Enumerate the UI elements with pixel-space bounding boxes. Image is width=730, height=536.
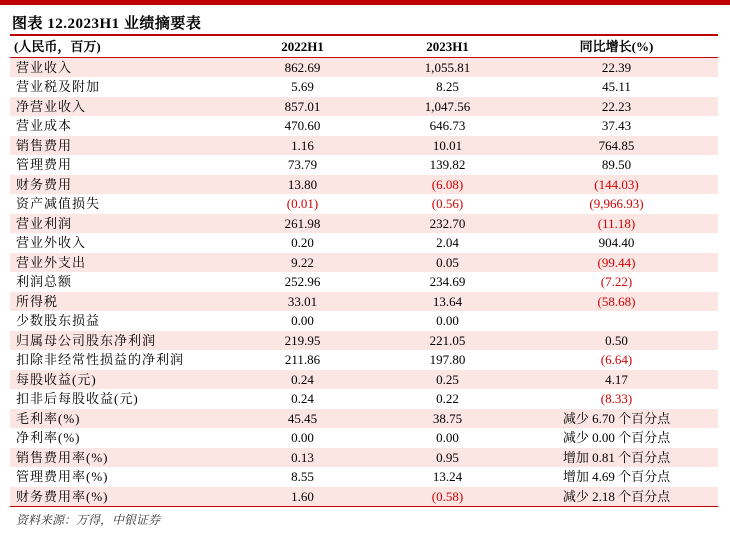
cell-2023h1: 232.70 xyxy=(380,214,515,234)
row-label: 销售费用率(%) xyxy=(10,448,225,468)
table-row xyxy=(10,292,718,312)
row-label: 扣除非经常性损益的净利润 xyxy=(10,350,225,370)
cell-2022h1: 5.69 xyxy=(225,77,380,97)
cell-2022h1: 857.01 xyxy=(225,97,380,117)
row-label: 管理费用率(%) xyxy=(10,467,225,487)
cell-2023h1: 646.73 xyxy=(380,116,515,136)
row-label: 财务费用 xyxy=(10,175,225,195)
header-yoy: 同比增长(%) xyxy=(515,37,718,57)
cell-yoy: 0.50 xyxy=(515,331,718,351)
cell-2022h1: 862.69 xyxy=(225,57,380,77)
cell-2023h1: 13.24 xyxy=(380,467,515,487)
cell-2022h1: 13.80 xyxy=(225,175,380,195)
table-row xyxy=(10,175,718,195)
cell-yoy: (99.44) xyxy=(515,253,718,273)
row-label: 资产减值损失 xyxy=(10,194,225,214)
header-2023h1: 2023H1 xyxy=(380,37,515,57)
cell-2023h1: (0.56) xyxy=(380,194,515,214)
cell-2022h1: 252.96 xyxy=(225,272,380,292)
row-label: 归属母公司股东净利润 xyxy=(10,331,225,351)
cell-2022h1: 8.55 xyxy=(225,467,380,487)
cell-yoy: 22.39 xyxy=(515,57,718,77)
table-row xyxy=(10,233,718,253)
table-row xyxy=(10,428,718,448)
cell-yoy: 764.85 xyxy=(515,136,718,156)
row-label: 营业税及附加 xyxy=(10,77,225,97)
source-note: 资料来源：万得，中银证券 xyxy=(16,513,161,527)
table-row xyxy=(10,97,718,117)
row-label: 净利率(%) xyxy=(10,428,225,448)
cell-2022h1: 0.00 xyxy=(225,311,380,331)
cell-yoy: 89.50 xyxy=(515,155,718,175)
cell-2023h1: 38.75 xyxy=(380,409,515,429)
cell-2023h1: 10.01 xyxy=(380,136,515,156)
top-accent-bar xyxy=(0,0,730,5)
table-row xyxy=(10,448,718,468)
cell-2023h1: 139.82 xyxy=(380,155,515,175)
cell-yoy: 45.11 xyxy=(515,77,718,97)
cell-2023h1: 0.05 xyxy=(380,253,515,273)
table-row xyxy=(10,467,718,487)
cell-2022h1: 73.79 xyxy=(225,155,380,175)
cell-2023h1: 13.64 xyxy=(380,292,515,312)
cell-2023h1: 197.80 xyxy=(380,350,515,370)
cell-yoy: (9,966.93) xyxy=(515,194,718,214)
cell-2022h1: 470.60 xyxy=(225,116,380,136)
table-row xyxy=(10,77,718,97)
cell-yoy: 904.40 xyxy=(515,233,718,253)
cell-2023h1: (0.58) xyxy=(380,487,515,507)
cell-yoy: 增加 0.81 个百分点 xyxy=(515,448,718,468)
header-unit: (人民币，百万) xyxy=(10,37,225,57)
cell-2022h1: 9.22 xyxy=(225,253,380,273)
cell-2022h1: 0.20 xyxy=(225,233,380,253)
table-row xyxy=(10,116,718,136)
cell-2022h1: 0.00 xyxy=(225,428,380,448)
cell-2023h1: 234.69 xyxy=(380,272,515,292)
row-label: 少数股东损益 xyxy=(10,311,225,331)
cell-2023h1: 221.05 xyxy=(380,331,515,351)
cell-2022h1: 219.95 xyxy=(225,331,380,351)
table-row xyxy=(10,331,718,351)
cell-yoy: (11.18) xyxy=(515,214,718,234)
cell-yoy: 减少 6.70 个百分点 xyxy=(515,409,718,429)
cell-2022h1: 45.45 xyxy=(225,409,380,429)
cell-2022h1: 0.13 xyxy=(225,448,380,468)
row-label: 所得税 xyxy=(10,292,225,312)
cell-2023h1: 0.00 xyxy=(380,428,515,448)
cell-2022h1: 1.16 xyxy=(225,136,380,156)
cell-yoy: 37.43 xyxy=(515,116,718,136)
cell-2022h1: 1.60 xyxy=(225,487,380,507)
header-row xyxy=(10,37,718,57)
row-label: 每股收益(元) xyxy=(10,370,225,390)
summary-table xyxy=(10,37,718,506)
cell-2023h1: 0.00 xyxy=(380,311,515,331)
cell-yoy: 4.17 xyxy=(515,370,718,390)
cell-yoy: 增加 4.69 个百分点 xyxy=(515,467,718,487)
table-row xyxy=(10,272,718,292)
row-label: 营业外收入 xyxy=(10,233,225,253)
row-label: 毛利率(%) xyxy=(10,409,225,429)
cell-yoy: (144.03) xyxy=(515,175,718,195)
row-label: 利润总额 xyxy=(10,272,225,292)
cell-yoy: 22.23 xyxy=(515,97,718,117)
cell-2022h1: 0.24 xyxy=(225,389,380,409)
cell-2022h1: (0.01) xyxy=(225,194,380,214)
row-label: 营业成本 xyxy=(10,116,225,136)
cell-2022h1: 0.24 xyxy=(225,370,380,390)
cell-2022h1: 261.98 xyxy=(225,214,380,234)
table-row xyxy=(10,194,718,214)
row-label: 销售费用 xyxy=(10,136,225,156)
row-label: 营业利润 xyxy=(10,214,225,234)
title-divider xyxy=(10,34,718,36)
table-row xyxy=(10,487,718,507)
table-row xyxy=(10,155,718,175)
row-label: 净营业收入 xyxy=(10,97,225,117)
cell-yoy: (6.64) xyxy=(515,350,718,370)
header-2022h1: 2022H1 xyxy=(225,37,380,57)
cell-yoy: 减少 0.00 个百分点 xyxy=(515,428,718,448)
row-label: 营业外支出 xyxy=(10,253,225,273)
bottom-divider xyxy=(10,506,718,507)
cell-2023h1: 2.04 xyxy=(380,233,515,253)
cell-yoy: (58.68) xyxy=(515,292,718,312)
cell-yoy: 减少 2.18 个百分点 xyxy=(515,487,718,507)
table-row xyxy=(10,350,718,370)
table-row xyxy=(10,389,718,409)
table-title: 图表 12.2023H1 业绩摘要表 xyxy=(12,16,202,32)
table-row xyxy=(10,370,718,390)
row-label: 财务费用率(%) xyxy=(10,487,225,507)
table-row xyxy=(10,214,718,234)
table-row xyxy=(10,253,718,273)
table-body xyxy=(10,57,718,506)
cell-yoy: (7.22) xyxy=(515,272,718,292)
cell-2023h1: 1,055.81 xyxy=(380,57,515,77)
cell-2022h1: 33.01 xyxy=(225,292,380,312)
cell-yoy: (8.33) xyxy=(515,389,718,409)
cell-2023h1: 0.22 xyxy=(380,389,515,409)
row-label: 扣非后每股收益(元) xyxy=(10,389,225,409)
row-label: 管理费用 xyxy=(10,155,225,175)
table-row xyxy=(10,409,718,429)
cell-yoy xyxy=(515,311,718,331)
cell-2023h1: 1,047.56 xyxy=(380,97,515,117)
table-row xyxy=(10,136,718,156)
cell-2023h1: (6.08) xyxy=(380,175,515,195)
cell-2022h1: 211.86 xyxy=(225,350,380,370)
table-row xyxy=(10,311,718,331)
cell-2023h1: 0.95 xyxy=(380,448,515,468)
row-label: 营业收入 xyxy=(10,57,225,77)
cell-2023h1: 8.25 xyxy=(380,77,515,97)
table-row xyxy=(10,57,718,77)
cell-2023h1: 0.25 xyxy=(380,370,515,390)
